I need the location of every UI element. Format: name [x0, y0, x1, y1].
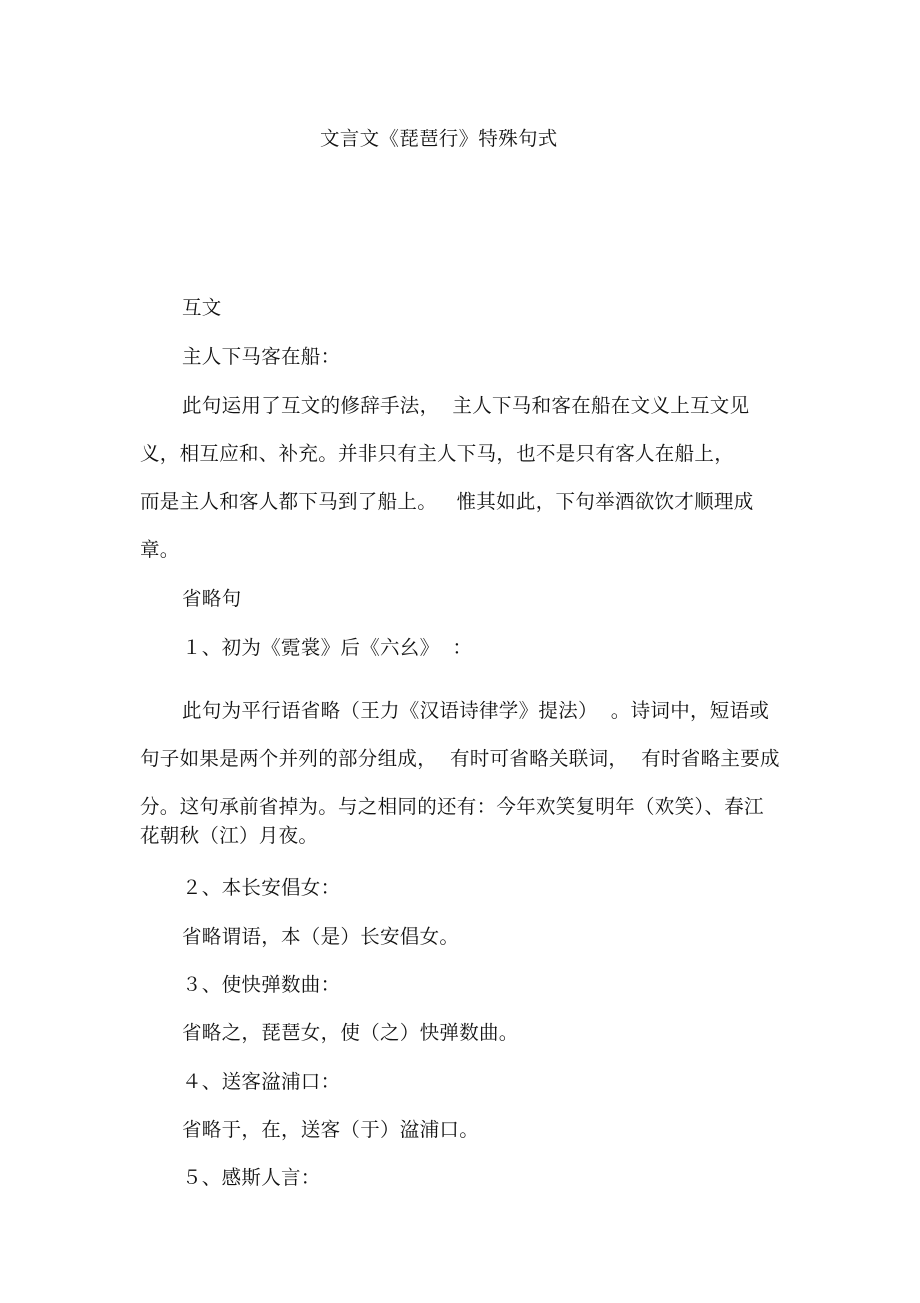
list-item-explanation: 省略谓语，本（是）长安倡女。 — [182, 925, 460, 948]
paragraph-line: 花朝秋（江）月夜。 — [140, 824, 319, 847]
paragraph-line: 句子如果是两个并列的部分组成， 有时可省略关联词， 有时省略主要成 — [140, 747, 780, 770]
list-item-label: ５、感斯人言： — [182, 1166, 321, 1189]
paragraph-line: 此句为平行语省略（王力《汉语诗律学》提法） 。诗词中，短语或 — [182, 699, 770, 722]
section-heading-omission: 省略句 — [182, 587, 242, 610]
list-item-label: １、初为《霓裳》后《六幺》 ： — [182, 636, 473, 659]
list-item-explanation: 省略于，在，送客（于）湓浦口。 — [182, 1118, 480, 1141]
list-item-label: ３、使快弹数曲： — [182, 973, 341, 996]
list-item-label: ２、本长安倡女： — [182, 876, 341, 899]
paragraph-line: 章。 — [140, 538, 180, 561]
paragraph-line: 分。这句承前省掉为。与之相同的还有：今年欢笑复明年（欢笑）、春江 — [140, 795, 764, 818]
list-item-explanation: 省略之，琵琶女，使（之）快弹数曲。 — [182, 1021, 519, 1044]
paragraph-line: 义，相互应和、补充。并非只有主人下马，也不是只有客人在船上， — [140, 442, 735, 465]
paragraph-line: 此句运用了互文的修辞手法， 主人下马和客在船在文义上互文见 — [182, 394, 750, 417]
document-title: 文言文《琵琶行》特殊句式 — [320, 127, 558, 150]
list-item-label: ４、送客湓浦口： — [182, 1070, 341, 1093]
example-sentence: 主人下马客在船： — [182, 345, 341, 368]
paragraph-line: 而是主人和客人都下马到了船上。 惟其如此，下句举酒欲饮才顺理成 — [140, 490, 754, 513]
section-heading-huwen: 互文 — [182, 296, 222, 319]
